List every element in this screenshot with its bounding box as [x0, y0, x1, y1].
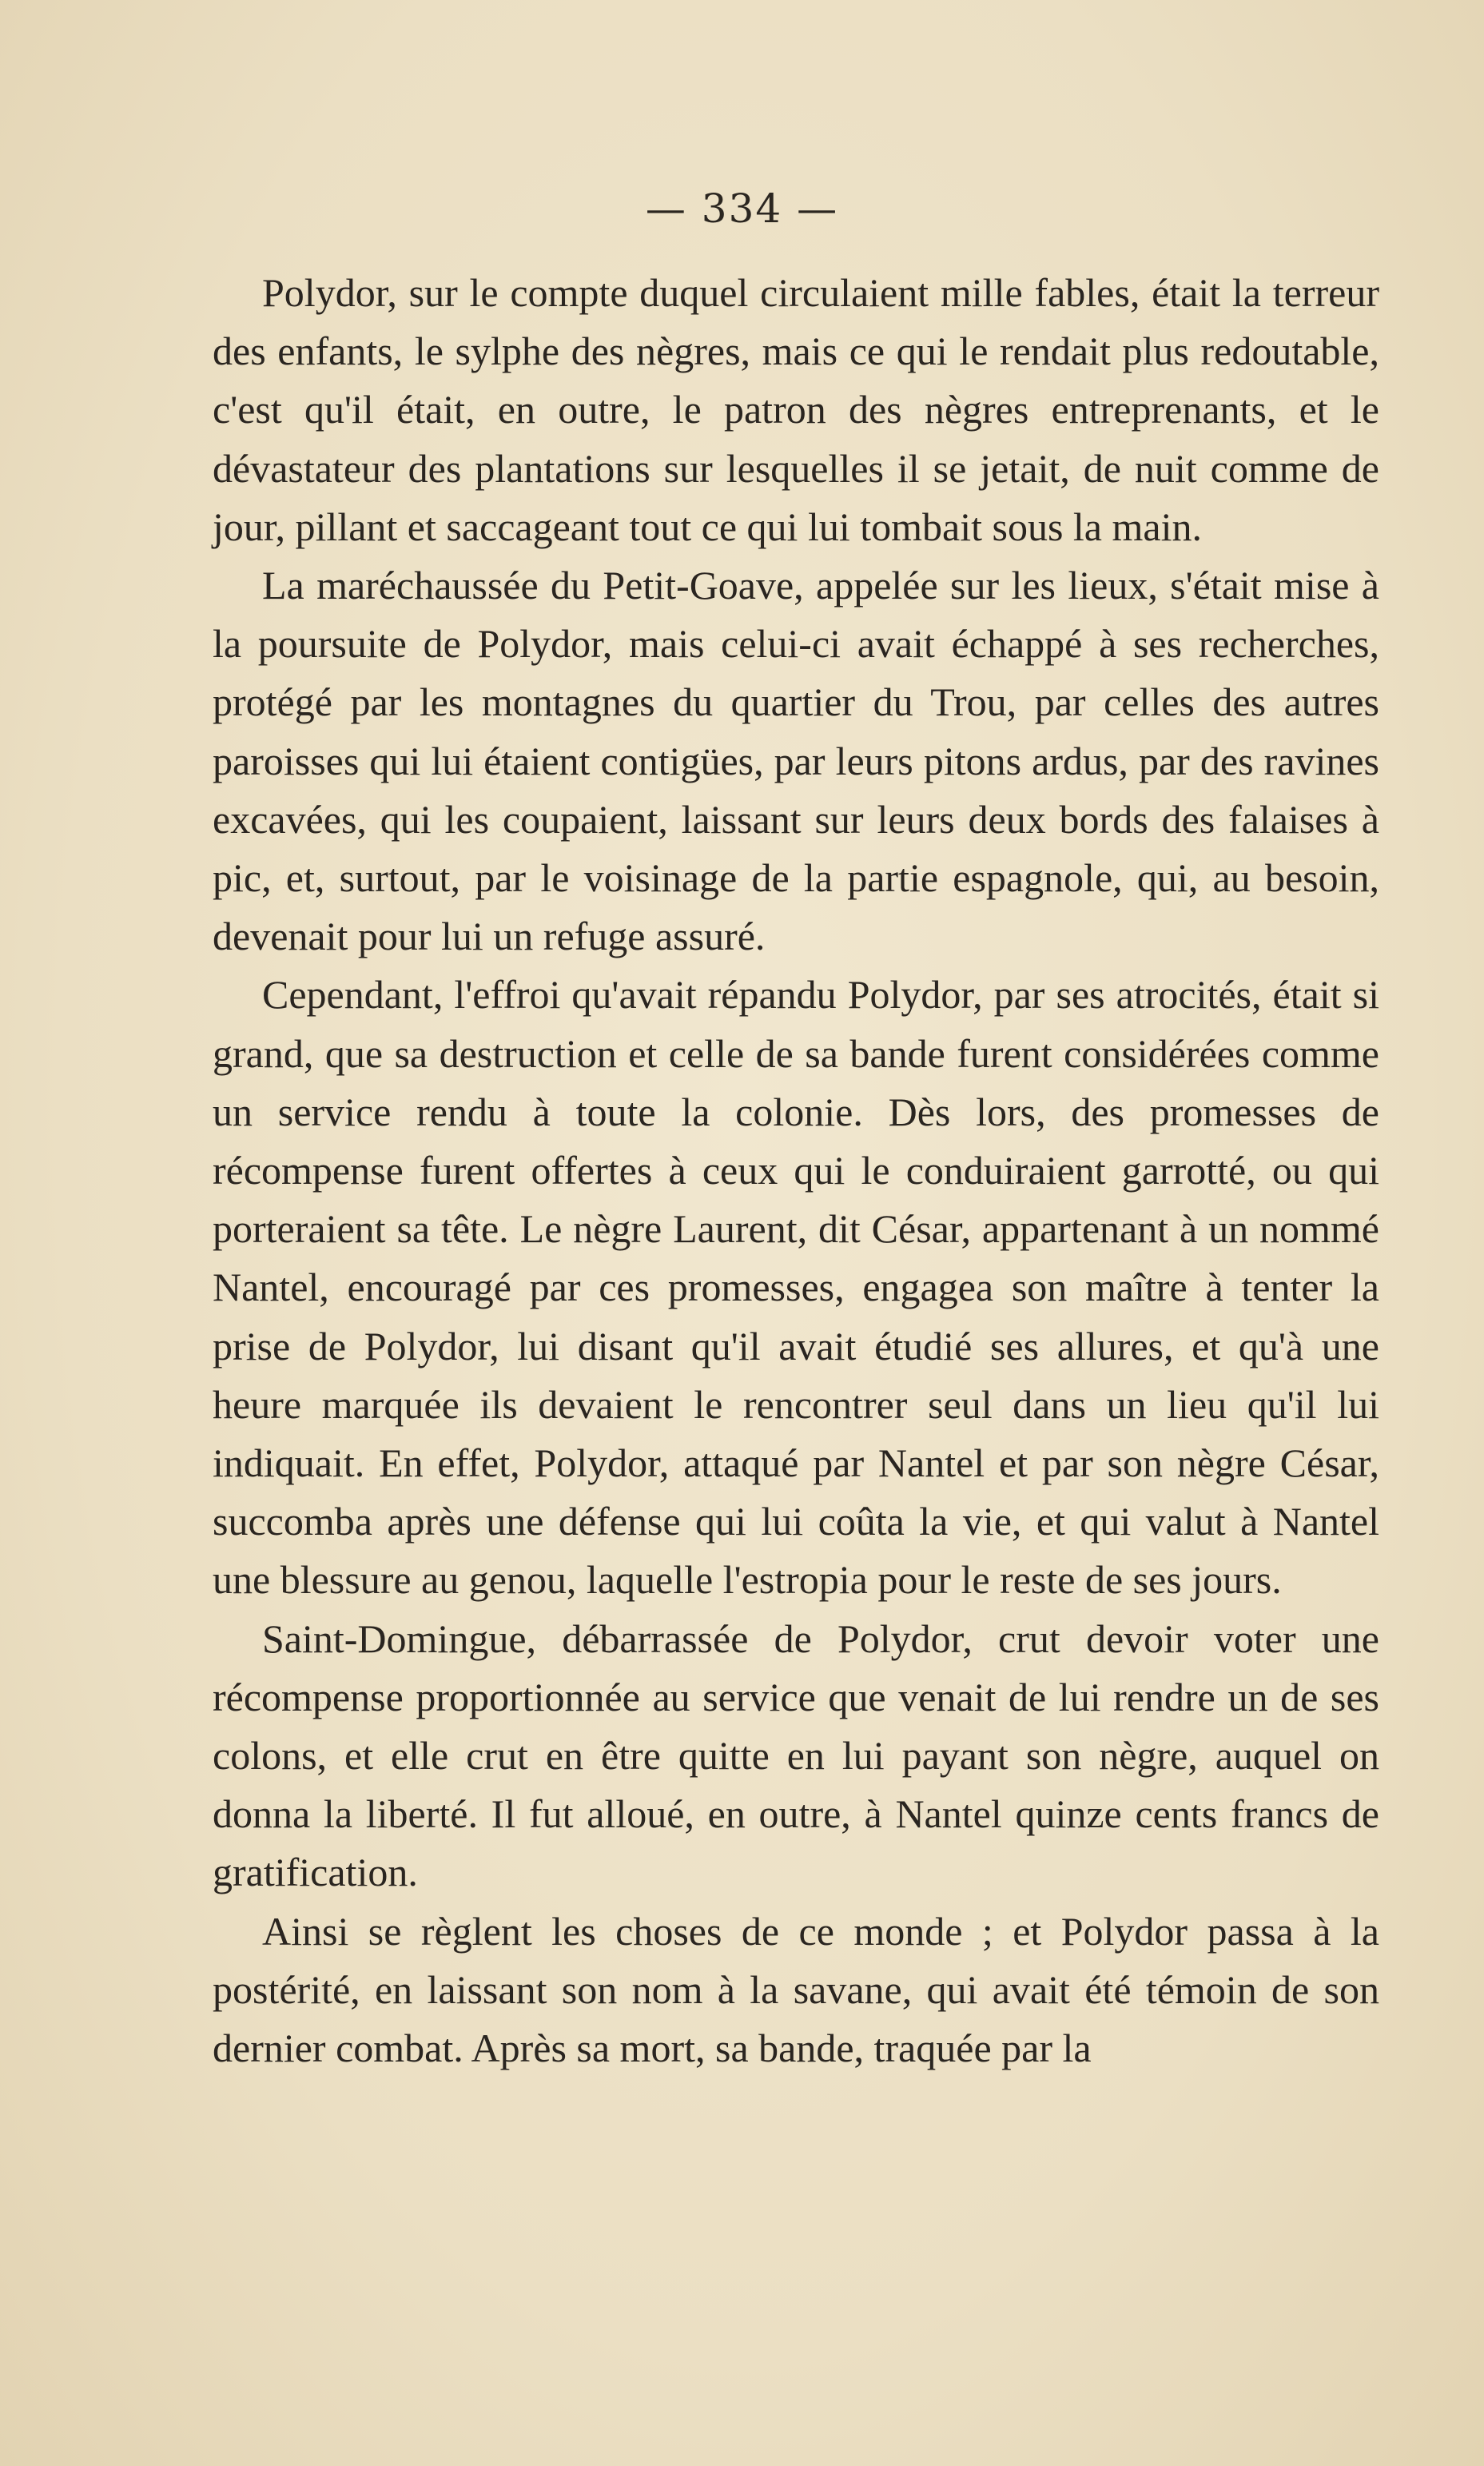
paragraph-5: Ainsi se règlent les choses de ce monde ; et Polydor passa à la postérité, en laissant son nom à la savane, qui avait été témoin de son dernier combat. Après sa mort, sa bande, traquée par la [213, 1908, 1379, 2071]
page-number: — 334 — [645, 185, 839, 232]
paragraph-4: Saint-Domingue, débarrassée de Polydor, crut devoir voter une récompense proportionnée au service que venait de lui rendre un de ses colons, et elle crut en être quitte en lui payant son nègre, auquel on donna la liberté. Il fut alloué, en outre, à Nantel quinze cents francs de gratification. [213, 1615, 1379, 1895]
body-text [213, 264, 1379, 2078]
paragraph-3: Cependant, l'effroi qu'avait répandu Polydor, par ses atrocités, était si grand, que sa destruction et celle de sa bande furent considérées comme un service rendu à toute la colonie. Dès lors, des promesses de récompense furent offertes à ceux qui le conduiraient garrotté, ou qui porteraient sa tête. Le nègre Laurent, dit César, appartenant à un nommé Nantel, encouragé par ces promesses, engagea son maître à tenter la prise de Polydor, lui disant qu'il avait étudié ses allures, et qu'à une heure marquée ils devaient le rencontrer seul dans un lieu qu'il lui indiquait. En effet, Polydor, attaqué par Nantel et par son nègre César, succomba après une défense qui lui coûta la vie, et qui valut à Nantel une blessure au genou, laquelle l'estropia pour le reste de ses jours. [213, 972, 1379, 1603]
paragraph-2: La maréchaussée du Petit-Goave, appelée sur les lieux, s'était mise à la poursuite de Polydor, mais celui-ci avait échappé à ses recherches, protégé par les montagnes du quartier du Trou, par celles des autres paroisses qui lui étaient contigües, par leurs pitons ardus, par des ravines excavées, qui les coupaient, laissant sur leurs deux bords des falaises à pic, et, surtout, par le voisinage de la partie espagnole, qui, au besoin, devenait pour lui un refuge assuré. [213, 563, 1379, 959]
paragraph-1: Polydor, sur le compte duquel circulaient mille fables, était la terreur des enfants, le sylphe des nègres, mais ce qui le rendait plus redoutable, c'est qu'il était, en outre, le patron des nègres entreprenants, et le dévastateur des plantations sur lesquelles il se jetait, de nuit comme de jour, pillant et saccageant tout ce qui lui tombait sous la main. [213, 270, 1379, 549]
